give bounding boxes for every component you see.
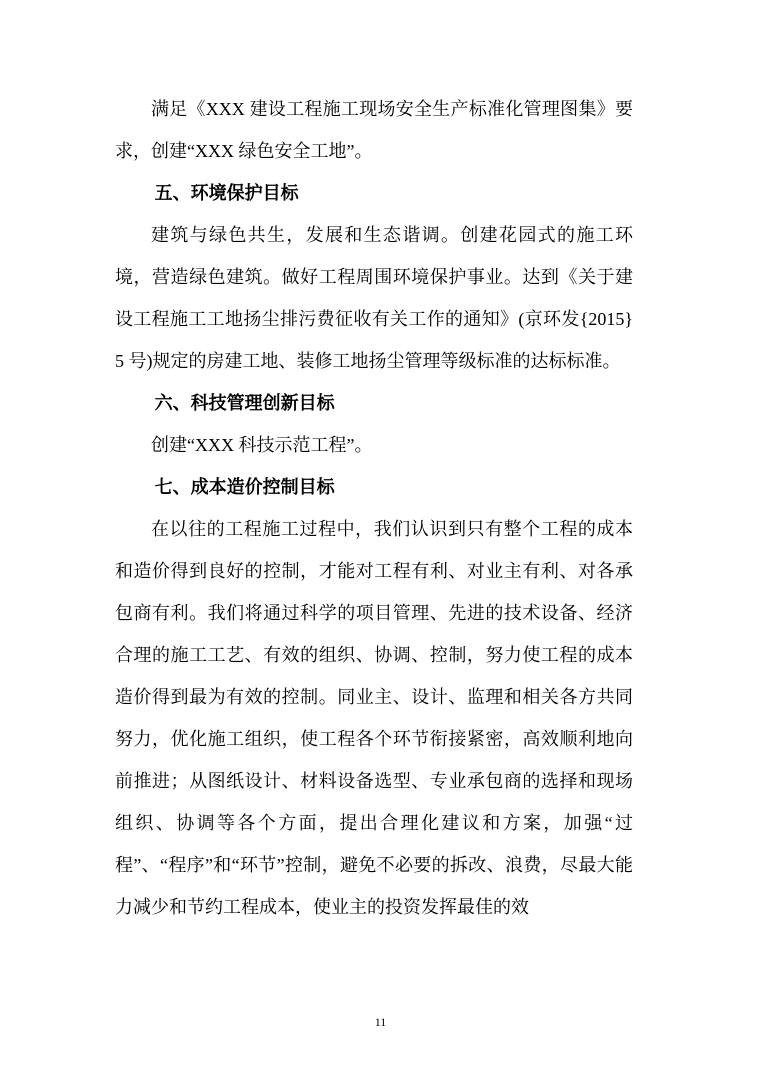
page-number: 11: [374, 1015, 387, 1029]
paragraph: 建筑与绿色共生，发展和生态谐调。创建花园式的施工环境，营造绿色建筑。做好工程周围环境保护事业。达到《关于建设工程施工工地扬尘排污费征收有关工作的通知》(京环发{2015}5 号)规定的房建工地、装修工地扬尘管理等级标准的达标标准。: [115, 225, 633, 371]
document-content: [115, 88, 633, 928]
paragraph: 创建“XXX 科技示范工程”。: [151, 435, 373, 455]
paragraph: 满足《XXX 建设工程施工现场安全生产标准化管理图集》要求，创建“XXX 绿色安全工地”。: [115, 99, 633, 161]
section-heading: 七、成本造价控制目标: [154, 477, 335, 497]
paragraph: 在以往的工程施工过程中，我们认识到只有整个工程的成本和造价得到良好的控制，才能对工程有利、对业主有利、对各承包商有利。我们将通过科学的项目管理、先进的技术设备、经济合理的施工工艺、有效的组织、协调、控制，努力使工程的成本造价得到最为有效的控制。同业主、设计、监理和相关各方共同努力，优化施工组织，使工程各个环节衔接紧密，高效顺利地向前推进；从图纸设计、材料设备选型、专业承包商的选择和现场组织、协调等各个方面，提出合理化建议和方案，加强“过程”、“程序”和“环节”控制，避免不必要的拆改、浪费，尽最大能力减少和节约工程成本，使业主的投资发挥最佳的效: [115, 519, 633, 917]
section-heading: 五、环境保护目标: [154, 183, 299, 203]
section-heading: 六、科技管理创新目标: [154, 393, 335, 413]
